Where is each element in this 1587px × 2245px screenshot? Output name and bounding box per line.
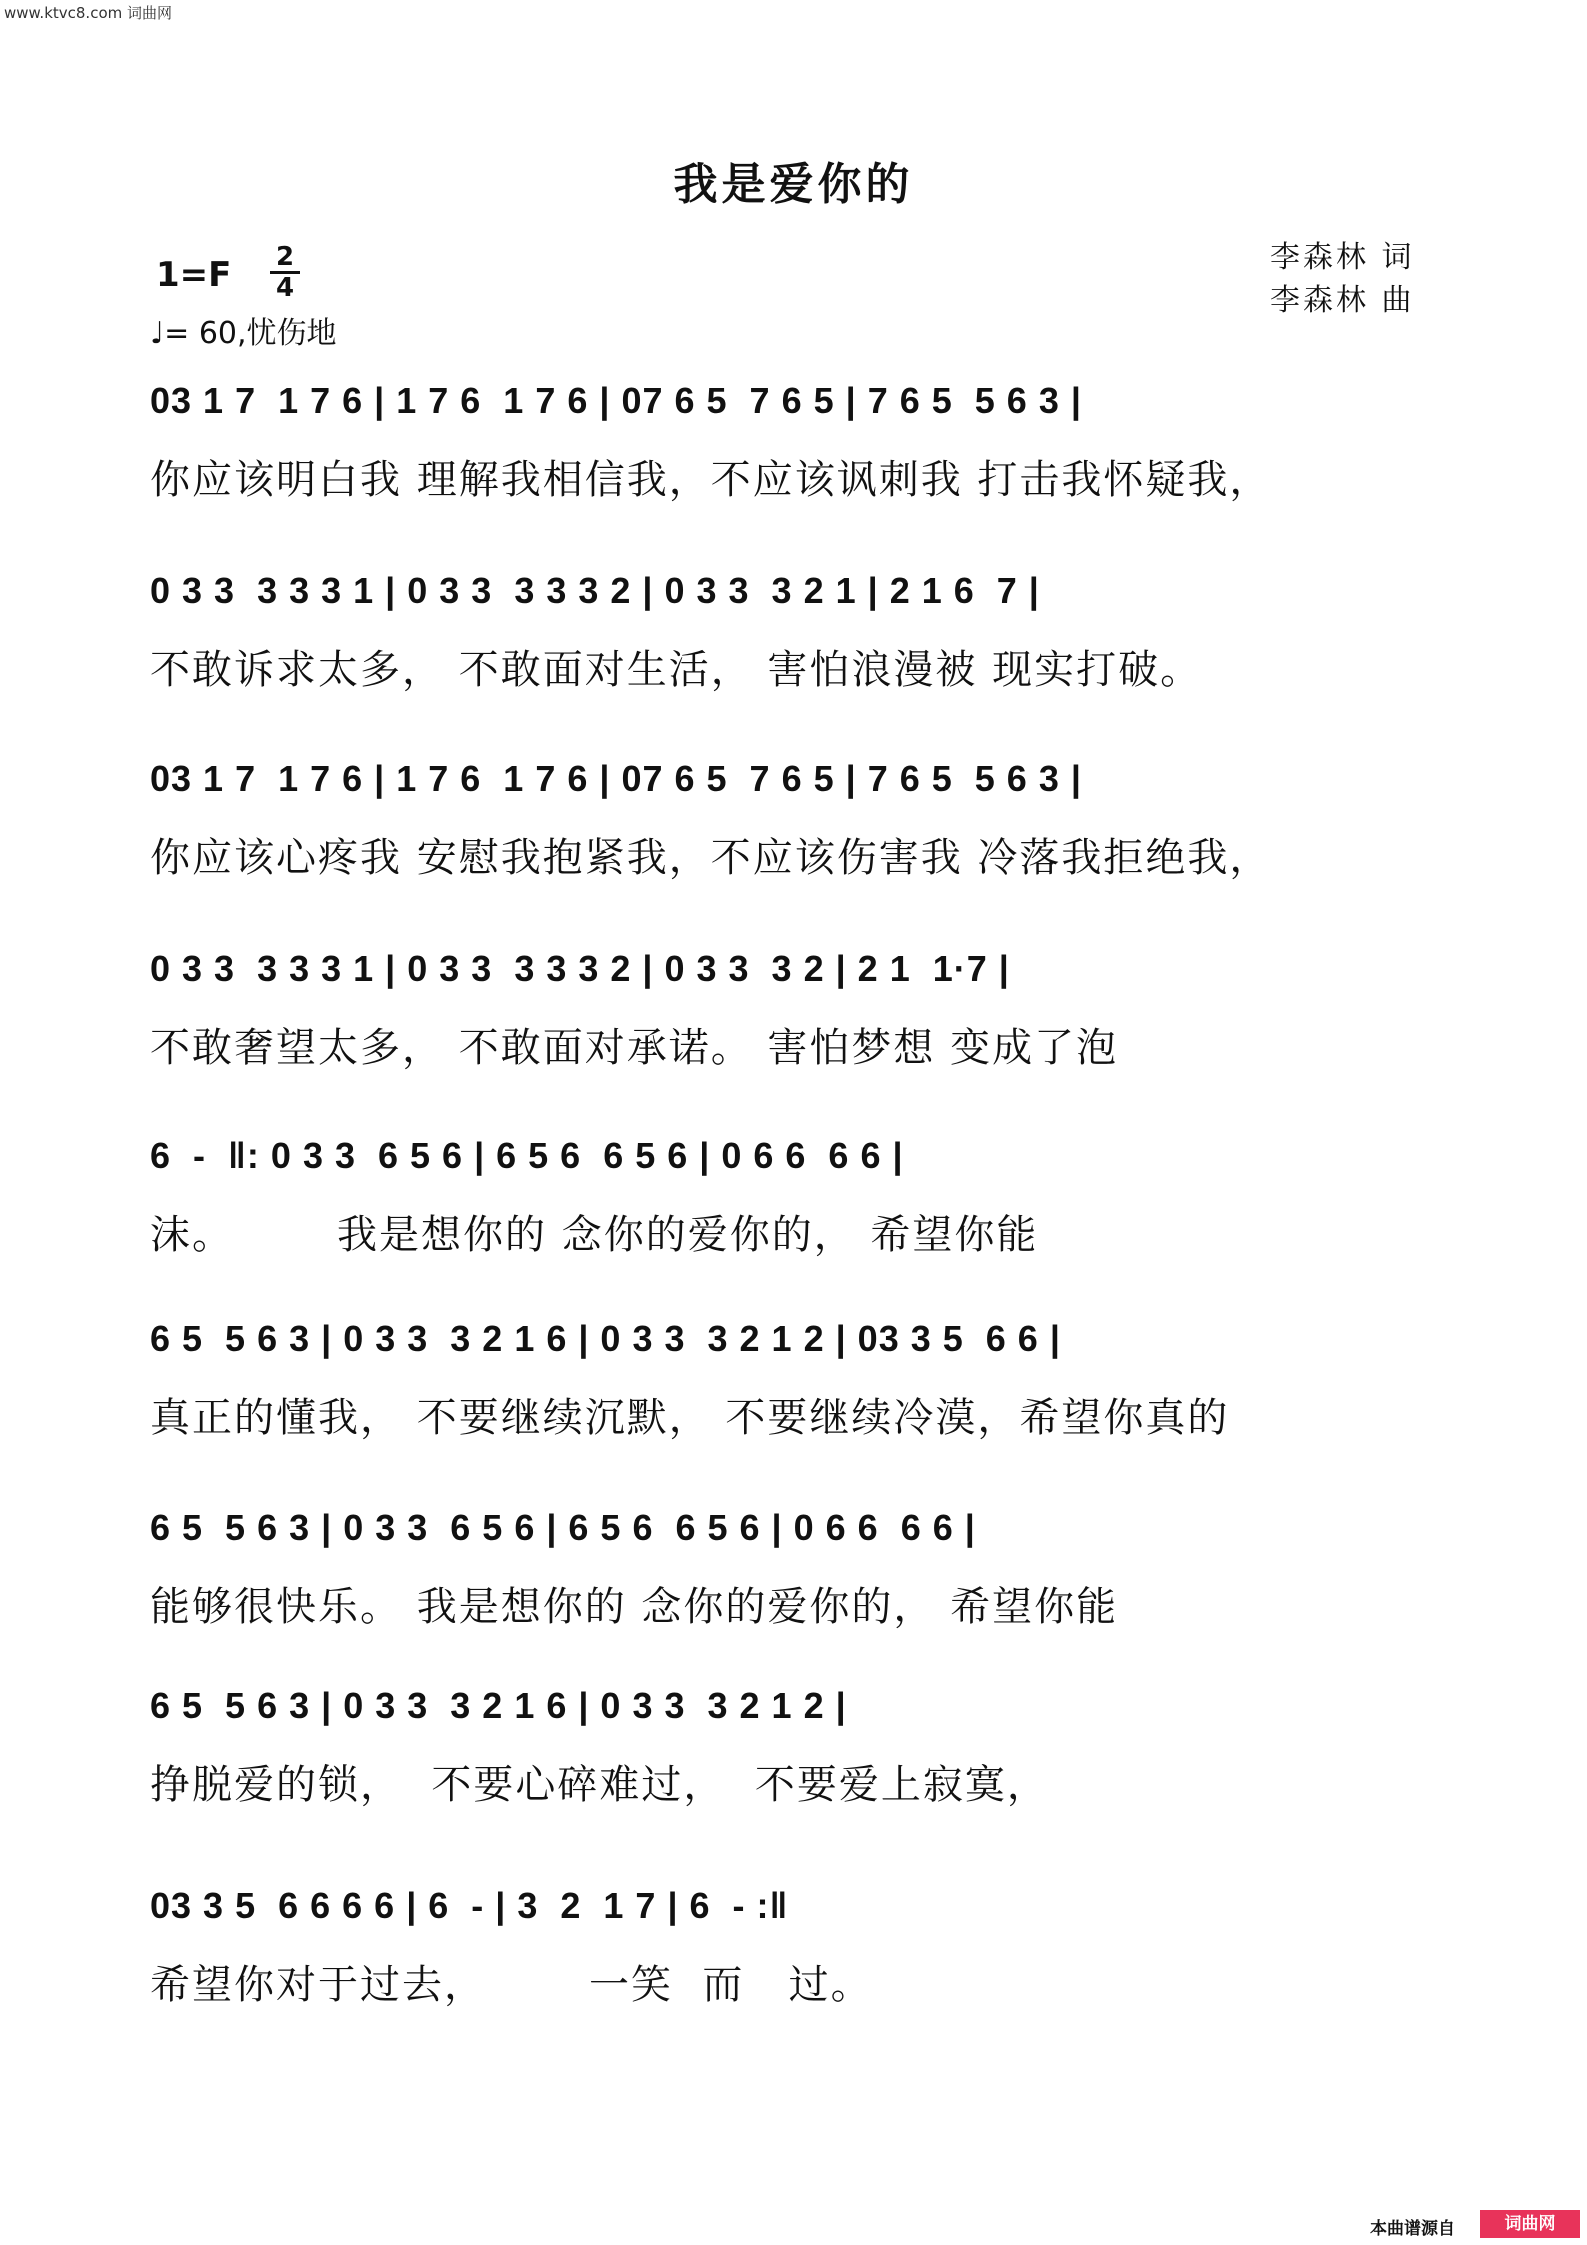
lyrics-line: 能够很快乐。 我是想你的 念你的爱你的， 希望你能 bbox=[150, 1584, 1119, 1630]
source-note: 本曲谱源自 bbox=[1370, 2219, 1455, 2239]
score-system-4 bbox=[150, 948, 1450, 1073]
lyrics-line: 你应该明白我 理解我相信我，不应该讽刺我 打击我怀疑我， bbox=[150, 457, 1272, 503]
notation-line: 6 - ‖: 0 3 3 6 5 6 | 6 5 6 6 5 6 | 0 6 6 6 6 | bbox=[150, 1135, 904, 1176]
lyrics-line: 真正的懂我， 不要继续沉默， 不要继续冷漠，希望你真的 bbox=[150, 1395, 1230, 1441]
score-system-3 bbox=[150, 758, 1450, 883]
site-logo: 词曲网 bbox=[1480, 2210, 1580, 2238]
lyrics-line: 不敢诉求太多， 不敢面对生活， 害怕浪漫被 现实打破。 bbox=[150, 647, 1203, 693]
notation-line: 03 1 7 1 7 6 | 1 7 6 1 7 6 | 07 6 5 7 6 5 | 7 6 5 5 6 3 | bbox=[150, 380, 1082, 421]
score-system-7 bbox=[150, 1507, 1450, 1632]
score-system-2 bbox=[150, 570, 1450, 695]
notation-line: 0 3 3 3 3 3 1 | 0 3 3 3 3 3 2 | 0 3 3 3 2 | 2 1 1·7 | bbox=[150, 948, 1010, 989]
notation-line: 6 5 5 6 3 | 0 3 3 3 2 1 6 | 0 3 3 3 2 1 2 | bbox=[150, 1685, 847, 1726]
composer-credit: 李森林 曲 bbox=[1270, 283, 1415, 318]
time-signature-bottom: 4 bbox=[275, 273, 295, 303]
notation-line: 03 1 7 1 7 6 | 1 7 6 1 7 6 | 07 6 5 7 6 5 | 7 6 5 5 6 3 | bbox=[150, 758, 1082, 799]
lyricist-credit: 李森林 词 bbox=[1270, 240, 1415, 275]
tempo-marking bbox=[150, 308, 337, 352]
score-system-9 bbox=[150, 1885, 1450, 2010]
notation-line: 0 3 3 3 3 3 1 | 0 3 3 3 3 3 2 | 0 3 3 3 2 1 | 2 1 6 7 | bbox=[150, 570, 1040, 611]
time-signature-top: 2 bbox=[275, 242, 295, 272]
site-watermark: www.ktvc8.com 词曲网 bbox=[4, 4, 173, 22]
lyrics-line: 不敢奢望太多， 不敢面对承诺。 害怕梦想 变成了泡 bbox=[150, 1025, 1119, 1071]
score-system-8 bbox=[150, 1685, 1450, 1810]
quarter-note-icon: ♩ bbox=[150, 316, 165, 351]
key-signature: 1=F bbox=[156, 255, 232, 295]
lyrics-line: 你应该心疼我 安慰我抱紧我，不应该伤害我 冷落我拒绝我， bbox=[150, 835, 1272, 881]
song-title: 我是爱你的 bbox=[673, 159, 914, 210]
lyrics-line: 沫。 我是想你的 念你的爱你的， 希望你能 bbox=[150, 1212, 1039, 1258]
lyrics-line: 希望你对于过去， 一笑 而 过。 bbox=[150, 1962, 873, 2008]
lyrics-line: 挣脱爱的锁， 不要心碎难过， 不要爱上寂寞， bbox=[150, 1762, 1049, 1808]
tempo-text: = 60,忧伤地 bbox=[164, 316, 337, 351]
notation-line: 6 5 5 6 3 | 0 3 3 6 5 6 | 6 5 6 6 5 6 | 0 6 6 6 6 | bbox=[150, 1507, 976, 1548]
score-system-6 bbox=[150, 1318, 1450, 1443]
notation-line: 03 3 5 6 6 6 6 | 6 - | 3 2 1 7 | 6 - :‖ bbox=[150, 1885, 789, 1926]
time-signature bbox=[270, 244, 300, 301]
score-system-5 bbox=[150, 1135, 1450, 1260]
notation-line: 6 5 5 6 3 | 0 3 3 3 2 1 6 | 0 3 3 3 2 1 2 | 03 3 5 6 6 | bbox=[150, 1318, 1061, 1359]
score-system-1 bbox=[150, 380, 1450, 505]
